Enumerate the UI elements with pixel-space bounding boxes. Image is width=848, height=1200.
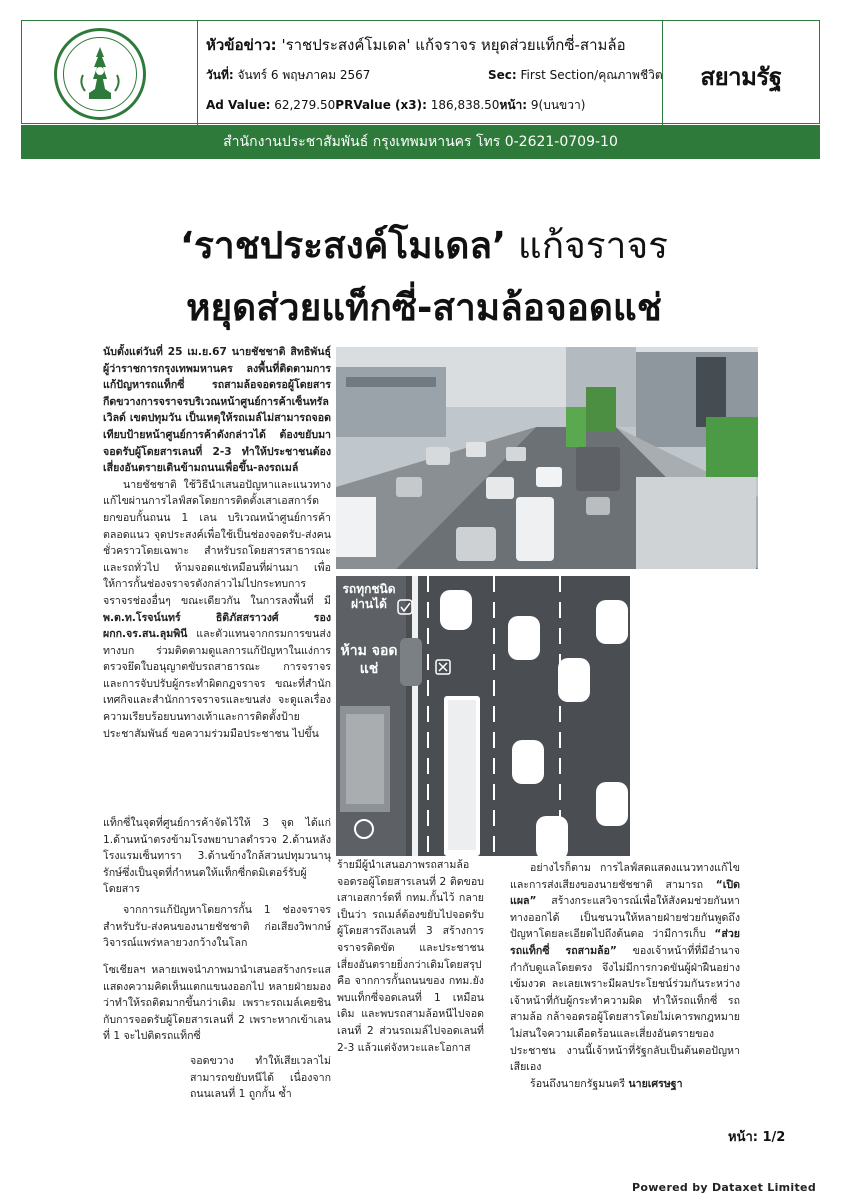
- lane-label-pass: รถทุกชนิด ผ่านได้: [342, 582, 396, 611]
- paragraph-2-a: นายชัชชาติ ใช้วิธีนำเสนอปัญหาและแนวทางแก้ไขผ่านการไลฟ์สดโดยการติดตั้งเสาเอสการ์ด ยกขอบกั้นถนน 1 เลน บริเวณหน้าศูนย์การค้าตลอดแนว จุดประสงค์เพื่อใช้เป็นช่องจอดรับ-ส่งคนชั่วคราวโดยเฉพาะ สำหรับรถโดยสารสาธารณะและรถทั่วไป ห้ามจอดแช่เหมือนที่ผ่านมา เพื่อให้การกั้นช่องจราจรดังกล่าวไม่ไปกระทบการจราจรช่องอื่นๆ ขณะเดียวกัน ในการลงพื้นที่ มี: [103, 478, 331, 607]
- headline-label: หัวข้อข่าว:: [206, 36, 277, 54]
- paragraph-3: แท็กซี่ในจุดที่ศูนย์การค้าจัดไว้ให้ 3 จุด ได้แก่ 1.ด้านหน้าตรงข้ามโรงพยาบาลตำรวจ 2.ด้านหลังโรงแรมเซ็นทารา 3.ด้านข้างใกล้สวนปทุมวนานุรักษ์ซึ่งเป็นจุดที่กำหนดให้แท็กซี่กดมิเตอร์รับผู้โดยสาร: [103, 817, 331, 896]
- column-3-bold-1: “เปิดแผล”: [510, 878, 740, 908]
- clipping-info: [198, 21, 663, 125]
- logo-cell: [22, 21, 198, 125]
- newspaper-name: สยามรัฐ: [700, 63, 782, 91]
- section-value: First Section/คุณภาพชีวิต: [520, 68, 663, 82]
- traffic-photo: [336, 347, 758, 569]
- date-label: วันที่:: [206, 68, 234, 82]
- date-value: จันทร์ 6 พฤษภาคม 2567: [237, 68, 371, 82]
- page-indicator: หน้า: 1/2: [728, 1130, 786, 1145]
- pr-office-banner: สำนักงานประชาสัมพันธ์ กรุงเทพมหานคร โทร 0-2621-0709-10: [21, 125, 820, 159]
- page-value: 9(บนขวา): [530, 98, 586, 112]
- article-headline-line2: หยุดส่วยแท็กซี่-สามล้อจอดแช่: [186, 286, 662, 329]
- lane-diagram: [336, 576, 630, 856]
- pr-value: 186,838.50: [430, 98, 500, 112]
- column-3-bold-3: นายเศรษฐา: [628, 1077, 683, 1090]
- paragraph-4: จากการแก้ปัญหาโดยการกั้น 1 ช่องจราจรสำหรับรับ-ส่งคนของนายชัชชาติ ก่อเสียงวิพากษ์วิจารณ์แพร่หลายวงกว้างในโลก: [103, 903, 331, 950]
- headline-quoted: ‘ราชประสงค์โมเดล’: [179, 224, 507, 267]
- lane-label-no-parking: ห้าม จอดแช่: [340, 643, 398, 677]
- ad-label: Ad Value:: [206, 98, 271, 112]
- lead-paragraph: นับตั้งแต่วันที่ 25 เม.ย.67 นายชัชชาติ สิทธิพันธุ์ ผู้ว่าราชการกรุงเทพมหานคร ลงพื้นที่ติดตามการแก้ปัญหารถแท็กซี่ รถสามล้อจอดรอผู้โดยสารกีดขวางการจราจรบริเวณหน้าศูนย์การค้าเซ็นทรัลเวิลด์ เขตปทุมวัน เป็นเหตุให้รถเมล์ไม่สามารถจอดเทียบป้ายหน้าศูนย์การค้าดังกล่าวได้ ต้องขยับมาจอดรับผู้โดยสารเลนที่ 2-3 ทำให้ประชาชนต้องเสี่ยงอันตรายเดินข้ามถนนเพื่อขึ้น-ลงรถเมล์: [103, 346, 331, 475]
- paragraph-2: [103, 477, 331, 743]
- paragraph-2-b: และตัวแทนจากกรมการขนส่งทางบก ร่วมติดตามดูแลการแก้ปัญหาในแง่การตรวจยึดใบอนุญาตขับรถสาธารณะ การจราจร และการจับปรับผู้กระทำผิดกฎจราจร ขณะที่สำนักเทศกิจและสำนักการจราจรและขนส่ง จะดูแลเรื่องความเรียบร้อยบนทางเท้าและการติดตั้งป้ายประชาสัมพันธ์ ขอความร่วมมือประชาชน ไปขึ้น: [103, 628, 331, 740]
- paragraph-6: จอดขวาง ทำให้เสียเวลาไม่สามารถขยับหนีได้ เนื่องจากถนนเลนที่ 1 ถูกกั้น ซ้ำ: [190, 1055, 331, 1101]
- article-column-3: [510, 860, 740, 1118]
- page-label: หน้า:: [499, 98, 528, 112]
- clipping-header: [21, 20, 820, 124]
- column-3-d: ร้อนถึงนายกรัฐมนตรี: [530, 1077, 629, 1090]
- column-3-b: สร้างกระแสวิจารณ์เพื่อให้สังคมช่วยกันหาทางออกได้ เป็นชนวนให้หลายฝ่ายช่วยกันพูดถึงปัญหาโดยละเอียดไปถึงต้นตอ ว่ามีการเก็บ: [510, 895, 740, 941]
- section-label: Sec:: [488, 68, 517, 82]
- newspaper-cell: [663, 21, 819, 125]
- bma-seal-logo: [54, 28, 146, 120]
- article-column-1-lower: [103, 962, 331, 1042]
- article-headline-line1: [0, 216, 848, 275]
- column-3-c: ของเจ้าหน้าที่ที่มีอำนาจกำกับดูแลโดยตรง จึงไม่มีการกวดขันผู้ฝ่าฝืนอย่างเข้มงวด ละเลยเพราะมีผลประโยชน์ร่วมกันระหว่างเจ้าหน้าที่กับผู้กระทำความผิด ทำให้รถแท็กซี่ รถสามล้อ กล้าจอดรอผู้โดยสารโดยไม่เคารพกฎหมายไม่สนใจความเดือดร้อนและเสี่ยงอันตรายของประชาชน งานนี้เจ้าหน้าที่รัฐกลับเป็นต้นตอปัญหาเสียเอง: [510, 944, 740, 1074]
- powered-by: Powered by Dataxet Limited: [632, 1181, 816, 1194]
- headline-row: [206, 33, 661, 57]
- headline-line1-rest: แก้จราจร: [506, 224, 669, 267]
- value-row: [206, 96, 656, 115]
- column-3-bold-2: “ส่วยรถแท็กซี่ รถสามล้อ”: [510, 928, 740, 957]
- paragraph-5: โซเชียลฯ หลายเพจนำภาพมานำเสนอสร้างกระแสแสดงความคิดเห็นแตกแขนงออกไป หลายฝ่ายมองว่าทำให้รถติดมากขึ้นกว่าเดิม เพราะรถเมล์เคยชินกับการจอดรับผู้โดยสารเลนที่ 2 เพราะหากเข้าเลนที่ 1 จะไปติดรถแท็กซี่: [103, 964, 331, 1042]
- column-3-paragraph-2: [510, 1076, 740, 1093]
- article-column-1-continued: [103, 815, 331, 950]
- column-3-paragraph-1: [510, 860, 740, 1076]
- column-3-a: อย่างไรก็ตาม การไลฟ์สดแสดงแนวทางแก้ไขและการส่งเสียงของนายชัชชาติ สามารถ: [510, 862, 740, 891]
- ad-value: 62,279.50: [274, 98, 336, 112]
- column-2-text: ร้ายมีผู้นำเสนอภาพรถสามล้อจอดรอผู้โดยสารเลนที่ 2 ติดขอบเสาเอสการ์ดที่ กทม.กั้นไว้ กลายเป็นว่า รถเมล์ต้องขยับไปจอดรับผู้โดยสารถึงเลนที่ 3 สร้างการจราจรติดขัด และประชาชนเสี่ยงอันตรายยิ่งกว่าเดิมโดยสรุปคือ จากการกั้นถนนของ กทม.ยังพบแท็กซี่จอดเลนที่ 1 เหมือนเดิม และพบรถสามล้อหนีไปจอดเลนที่ 2 ส่วนรถเมล์ไปจอดเลนที่ 2-3 แล้วแต่จังหวะและโอกาส: [337, 859, 484, 1054]
- headline-value: 'ราชประสงค์โมเดล' แก้จราจร หยุดส่วยแท็กซี่-สามล้อ: [281, 36, 626, 54]
- article-column-2: [337, 857, 484, 1129]
- pr-label: PRValue (x3):: [335, 98, 427, 112]
- seal-emblem-icon: [57, 31, 143, 117]
- article-column-1: [103, 344, 331, 812]
- article-column-1-bottom: [190, 1053, 331, 1125]
- paragraph-2-bold: พ.ต.ท.โรจน์นทร์ ธิติภัสสราวงศ์ รอง ผกก.จร.สน.ลุมพินี: [103, 611, 331, 641]
- section-row: [488, 66, 663, 85]
